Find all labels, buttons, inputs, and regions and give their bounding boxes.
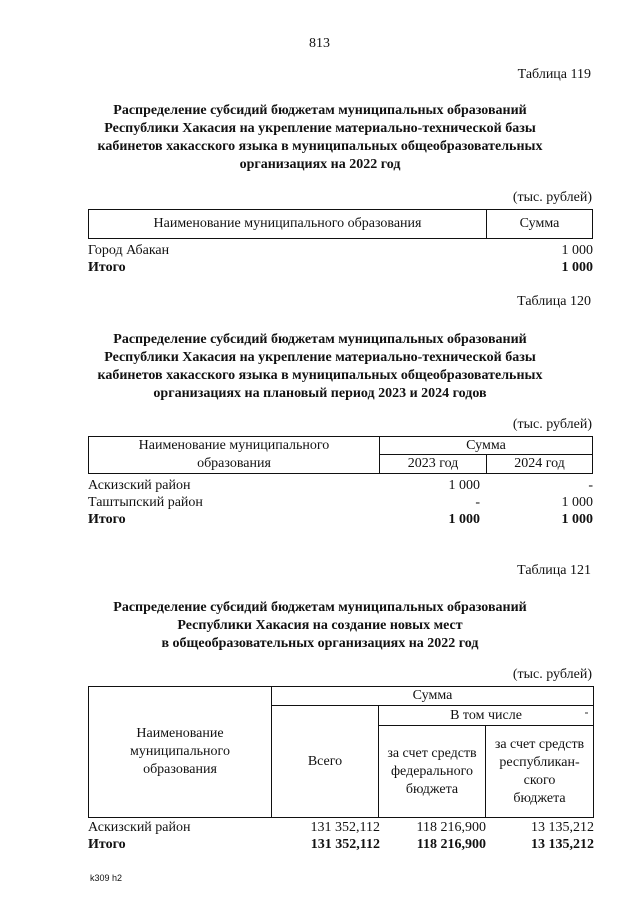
table-row <box>88 242 593 260</box>
row-total: 131 352,112 <box>310 820 380 835</box>
table-119-title: Распределение субсидий бюджетам муниципальных образований Республики Хакасия на укрепление материально-технической базы кабинетов хакасского языка в муниципальных общеобразовательных организациях на 2022 год <box>97 103 543 172</box>
row-name: Таштыпский район <box>88 495 203 510</box>
table-121-title: Распределение субсидий бюджетам муниципальных образований Республики Хакасия на создание новых мест в общеобразовательных организациях на 2022 год <box>113 600 527 651</box>
row-sum: 1 000 <box>561 243 593 258</box>
row-republic: 13 135,212 <box>531 837 594 852</box>
row-federal: 118 216,900 <box>416 820 486 835</box>
table-121-label: Таблица 121 <box>517 563 591 578</box>
row-name: Аскизский район <box>88 820 191 835</box>
header-republic: за счет средств республикан- ского бюджета <box>486 726 594 818</box>
header-federal: за счет средств федерального бюджета <box>379 726 486 818</box>
table-120-title: Распределение субсидий бюджетам муниципальных образований Республики Хакасия на укрепление материально-технической базы кабинетов хакасского языка в муниципальных общеобразовательных организациях на плановый период 2023 и 2024 годов <box>97 332 543 401</box>
table-row <box>88 477 593 495</box>
row-2023: 1 000 <box>448 478 480 493</box>
row-2024: 1 000 <box>561 512 593 527</box>
header-name: Наименование муниципального образования <box>89 210 487 239</box>
row-federal: 118 216,900 <box>416 837 486 852</box>
header-sum: Сумма <box>380 437 593 455</box>
row-2024: 1 000 <box>561 495 593 510</box>
row-sum: 1 000 <box>561 260 593 275</box>
table-120-label: Таблица 120 <box>517 294 591 309</box>
footer-code: k309 h2 <box>90 873 123 883</box>
header-total: Всего <box>272 706 379 818</box>
row-name: Аскизский район <box>88 478 191 493</box>
page-number: 813 <box>309 36 330 51</box>
table-119-units: (тыс. рублей) <box>512 190 592 205</box>
table-119-label: Таблица 119 <box>517 67 591 82</box>
row-name: Итого <box>88 512 126 527</box>
table-row-total <box>88 836 594 854</box>
header-sum: Сумма <box>272 687 594 706</box>
table-120-units: (тыс. рублей) <box>512 417 592 432</box>
header-name: Наименование муниципального образования <box>89 437 380 474</box>
header-2024: 2024 год <box>487 455 593 474</box>
row-name: Итого <box>88 260 126 275</box>
row-2023: 1 000 <box>448 512 480 527</box>
header-sum: Сумма <box>487 210 593 239</box>
row-name: Город Абакан <box>88 243 170 258</box>
header-2023: 2023 год <box>380 455 487 474</box>
table-row <box>88 494 593 512</box>
table-121-header <box>88 686 594 818</box>
table-row-total <box>88 511 593 529</box>
table-row <box>88 819 594 837</box>
table-119-header <box>88 209 593 239</box>
row-name: Итого <box>88 837 126 852</box>
row-2023: - <box>475 495 480 510</box>
table-120-header <box>88 436 593 474</box>
table-121-units: (тыс. рублей) <box>512 667 592 682</box>
row-2024: - <box>588 478 593 493</box>
row-republic: 13 135,212 <box>531 820 594 835</box>
header-including: В том числе <box>379 706 594 726</box>
row-total: 131 352,112 <box>310 837 380 852</box>
header-name: Наименование муниципального образования <box>89 687 272 818</box>
table-row-total <box>88 259 593 277</box>
